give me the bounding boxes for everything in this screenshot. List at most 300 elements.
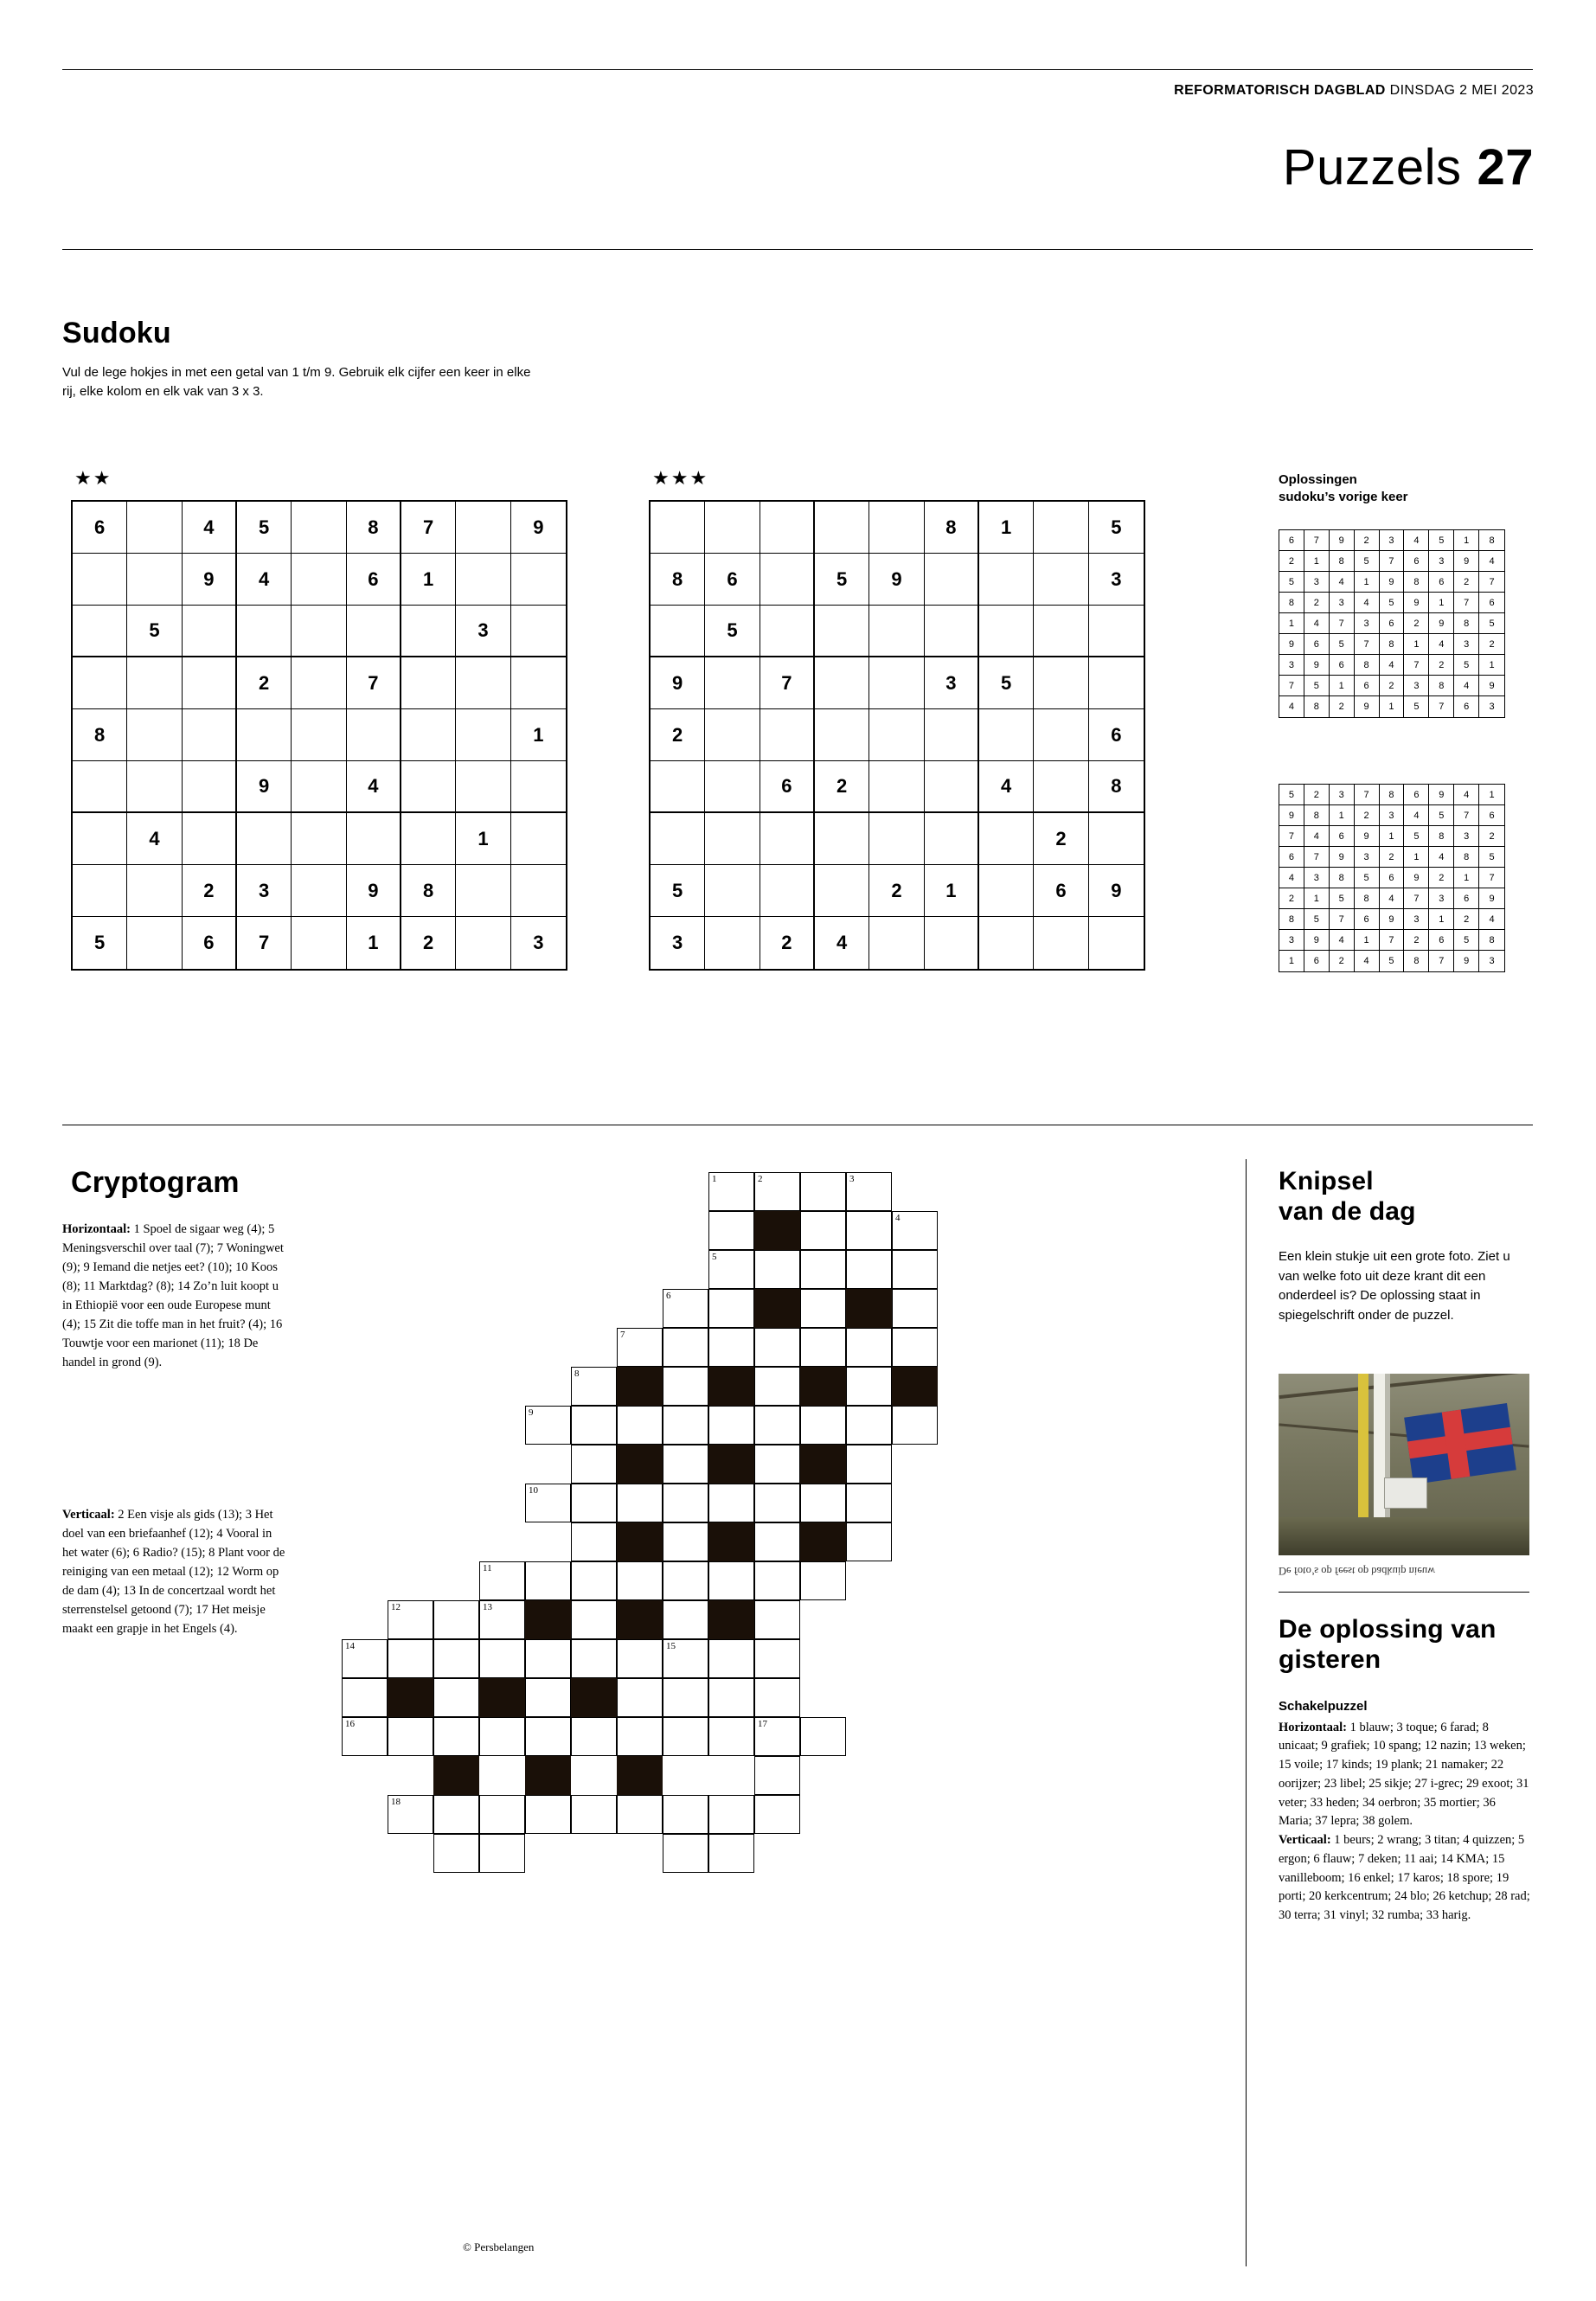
sudoku-cell[interactable]: 2 [237, 657, 292, 709]
sudoku-cell[interactable] [815, 657, 869, 709]
crossword-cell[interactable] [754, 1600, 800, 1639]
sudoku-cell[interactable] [73, 657, 127, 709]
sudoku-cell[interactable]: 5 [815, 554, 869, 606]
sudoku-cell[interactable] [979, 917, 1034, 969]
crossword-cell[interactable] [800, 1250, 846, 1289]
crossword-cell[interactable] [754, 1250, 800, 1289]
crossword-cell[interactable] [892, 1211, 938, 1250]
sudoku-cell[interactable] [925, 813, 979, 865]
sudoku-cell[interactable]: 5 [979, 657, 1034, 709]
crossword-cell[interactable] [663, 1717, 708, 1756]
crossword-cell[interactable] [708, 1795, 754, 1834]
sudoku-cell[interactable]: 1 [511, 709, 566, 761]
sudoku-cell[interactable] [869, 813, 924, 865]
sudoku-cell[interactable] [1034, 554, 1088, 606]
sudoku-cell[interactable]: 9 [1089, 865, 1144, 917]
crossword-cell[interactable] [663, 1639, 708, 1678]
crossword-cell[interactable] [433, 1600, 479, 1639]
crossword-cell-number: 3 [849, 1174, 855, 1184]
crossword-cell[interactable] [342, 1717, 388, 1756]
crossword-cell[interactable] [708, 1484, 754, 1522]
crossword-cell[interactable] [663, 1484, 708, 1522]
sudoku-cell[interactable]: 1 [347, 917, 401, 969]
sudoku-cell[interactable] [1034, 502, 1088, 554]
crossword-cell[interactable] [663, 1678, 708, 1717]
crossword-cell[interactable] [800, 1561, 846, 1600]
sudoku-grid-1[interactable] [71, 500, 567, 971]
sudoku-cell[interactable]: 1 [979, 502, 1034, 554]
solution-cell: 2 [1380, 676, 1405, 696]
sudoku-cell[interactable] [347, 606, 401, 657]
sudoku-cell[interactable] [1089, 917, 1144, 969]
crossword-cell[interactable] [571, 1522, 617, 1561]
sudoku-cell[interactable] [127, 502, 182, 554]
sudoku-cell[interactable] [127, 761, 182, 813]
sudoku-cell[interactable] [925, 917, 979, 969]
sudoku-cell[interactable]: 8 [73, 709, 127, 761]
sudoku-cell[interactable] [401, 761, 456, 813]
oplossing-horizontal [1279, 1719, 1531, 1832]
sudoku-cell[interactable] [401, 709, 456, 761]
sudoku-cell[interactable]: 4 [815, 917, 869, 969]
sudoku-cell[interactable] [347, 709, 401, 761]
crossword-cell[interactable] [708, 1561, 754, 1600]
crossword-cell[interactable] [342, 1639, 388, 1678]
sudoku-cell[interactable]: 4 [347, 761, 401, 813]
sudoku-cell[interactable]: 2 [760, 917, 815, 969]
sudoku-cell[interactable] [127, 554, 182, 606]
sudoku-cell[interactable]: 5 [127, 606, 182, 657]
crossword-cell[interactable] [754, 1328, 800, 1367]
sudoku-cell[interactable] [511, 813, 566, 865]
sudoku-cell[interactable] [705, 813, 760, 865]
crossword-cell[interactable] [663, 1834, 708, 1873]
sudoku-cell[interactable]: 3 [1089, 554, 1144, 606]
sudoku-cell[interactable] [183, 657, 237, 709]
crossword-cell[interactable] [846, 1406, 892, 1445]
sudoku-grid-2[interactable] [649, 500, 1145, 971]
sudoku-cell[interactable]: 4 [183, 502, 237, 554]
solution-cell: 5 [1330, 634, 1355, 655]
crossword-cell[interactable] [433, 1639, 479, 1678]
sudoku-cell[interactable]: 9 [237, 761, 292, 813]
crossword-cell[interactable] [571, 1445, 617, 1484]
crossword-cell[interactable] [571, 1639, 617, 1678]
sudoku-cell[interactable] [1089, 813, 1144, 865]
sudoku-cell[interactable] [401, 813, 456, 865]
sudoku-cell[interactable] [705, 917, 760, 969]
sudoku-cell[interactable]: 3 [925, 657, 979, 709]
sudoku-cell[interactable] [511, 554, 566, 606]
sudoku-cell[interactable] [651, 606, 705, 657]
crossword-cell[interactable] [433, 1795, 479, 1834]
solution-cell: 2 [1330, 696, 1355, 717]
crossword-cell[interactable] [617, 1678, 663, 1717]
sudoku-cell[interactable]: 7 [401, 502, 456, 554]
crossword-cell[interactable] [663, 1600, 708, 1639]
sudoku-cell[interactable]: 2 [183, 865, 237, 917]
sudoku-cell[interactable] [183, 761, 237, 813]
knipsel-divider [1279, 1592, 1529, 1593]
crossword-cell[interactable] [663, 1795, 708, 1834]
sudoku-cell[interactable] [456, 761, 510, 813]
sudoku-cell[interactable] [705, 657, 760, 709]
sudoku-cell[interactable] [869, 709, 924, 761]
crossword-cell[interactable] [479, 1834, 525, 1873]
crossword-cell[interactable] [892, 1406, 938, 1445]
crossword-cell[interactable] [708, 1172, 754, 1211]
sudoku-cell[interactable] [979, 813, 1034, 865]
sudoku-cell[interactable]: 9 [511, 502, 566, 554]
sudoku-cell[interactable] [456, 865, 510, 917]
crossword-cell[interactable] [571, 1561, 617, 1600]
sudoku-cell[interactable] [651, 813, 705, 865]
sudoku-cell[interactable] [1034, 657, 1088, 709]
sudoku-cell[interactable] [979, 554, 1034, 606]
crossword-cell[interactable] [479, 1600, 525, 1639]
sudoku-cell[interactable] [705, 502, 760, 554]
crossword-cell[interactable] [617, 1717, 663, 1756]
oplossing-vertical [1279, 1831, 1531, 1926]
sudoku-cell[interactable] [347, 813, 401, 865]
crossword-cell[interactable] [525, 1639, 571, 1678]
sudoku-cell[interactable] [127, 709, 182, 761]
sudoku-cell[interactable] [979, 606, 1034, 657]
sudoku-cell[interactable]: 3 [651, 917, 705, 969]
sudoku-cell[interactable] [183, 813, 237, 865]
crossword-cell[interactable] [892, 1289, 938, 1328]
crossword-cell[interactable] [892, 1250, 938, 1289]
sudoku-cell[interactable] [292, 709, 346, 761]
sudoku-cell[interactable] [237, 709, 292, 761]
crossword-cell[interactable] [754, 1795, 800, 1834]
sudoku-cell[interactable]: 6 [705, 554, 760, 606]
sudoku-cell[interactable]: 7 [760, 657, 815, 709]
crossword-cell[interactable] [800, 1211, 846, 1250]
sudoku-cell[interactable] [815, 813, 869, 865]
sudoku-cell[interactable]: 4 [237, 554, 292, 606]
sudoku-cell[interactable] [127, 865, 182, 917]
crossword-block [479, 1678, 525, 1717]
sudoku-cell[interactable] [869, 761, 924, 813]
crossword-cell[interactable] [800, 1289, 846, 1328]
solution-cell: 4 [1330, 572, 1355, 593]
crossword-cell[interactable] [846, 1250, 892, 1289]
sudoku-cell[interactable] [869, 502, 924, 554]
sudoku-cell[interactable]: 4 [127, 813, 182, 865]
crossword-cell[interactable] [708, 1406, 754, 1445]
sudoku-cell[interactable]: 2 [869, 865, 924, 917]
sudoku-cell[interactable] [292, 865, 346, 917]
crossword-cell[interactable] [388, 1795, 433, 1834]
sudoku-cell[interactable] [651, 761, 705, 813]
crossword-cell[interactable] [479, 1639, 525, 1678]
crossword-cell[interactable] [571, 1795, 617, 1834]
sudoku-cell[interactable] [73, 865, 127, 917]
sudoku-cell[interactable] [1034, 917, 1088, 969]
photo-foreground [1279, 1517, 1529, 1555]
crossword-cell[interactable] [708, 1289, 754, 1328]
sudoku-cell[interactable] [456, 554, 510, 606]
oplossing-title-line1: De oplossing van [1279, 1615, 1497, 1644]
sudoku-cell[interactable] [292, 657, 346, 709]
sudoku-cell[interactable]: 5 [73, 917, 127, 969]
sudoku-cell[interactable]: 5 [237, 502, 292, 554]
sudoku-cell[interactable] [292, 917, 346, 969]
sudoku-cell[interactable]: 4 [979, 761, 1034, 813]
sudoku-cell[interactable] [979, 865, 1034, 917]
sudoku-cell[interactable] [651, 502, 705, 554]
sudoku-cell[interactable]: 3 [533, 932, 544, 953]
crossword-cell[interactable] [754, 1639, 800, 1678]
sudoku-cell[interactable] [760, 865, 815, 917]
sudoku-cell[interactable] [292, 554, 346, 606]
sudoku-cell[interactable] [815, 865, 869, 917]
crossword-cell[interactable] [388, 1639, 433, 1678]
sudoku-cell[interactable]: 6 [347, 554, 401, 606]
crossword-cell[interactable] [479, 1717, 525, 1756]
sudoku-cell[interactable] [815, 709, 869, 761]
crossword-cell[interactable] [617, 1639, 663, 1678]
sudoku-cell[interactable] [979, 709, 1034, 761]
solution-cell: 3 [1454, 826, 1479, 847]
crossword-cell[interactable] [846, 1172, 892, 1211]
crossword-cell[interactable] [433, 1834, 479, 1873]
sudoku-cell[interactable] [456, 917, 510, 969]
solution-cell: 9 [1380, 572, 1405, 593]
sudoku-cell[interactable] [292, 761, 346, 813]
sudoku-cell[interactable] [73, 813, 127, 865]
sudoku-cell[interactable] [73, 554, 127, 606]
sudoku-cell[interactable]: 7 [237, 917, 292, 969]
crossword-cell[interactable] [754, 1717, 800, 1756]
sudoku-cell[interactable] [401, 606, 456, 657]
sudoku-cell[interactable] [511, 606, 566, 657]
sudoku-cell[interactable] [456, 502, 510, 554]
crossword-cell[interactable] [663, 1367, 708, 1406]
crossword-cell[interactable] [571, 1367, 617, 1406]
crossword-cell-number: 14 [345, 1641, 355, 1651]
crossword-cell[interactable] [663, 1328, 708, 1367]
crossword-cell[interactable] [846, 1328, 892, 1367]
sudoku-cell[interactable]: 8 [401, 865, 456, 917]
crossword-cell[interactable] [846, 1445, 892, 1484]
crossword-cell[interactable] [617, 1328, 663, 1367]
solution-grid-2 [1279, 784, 1505, 972]
crossword-cell[interactable] [708, 1678, 754, 1717]
sudoku-cell[interactable]: 1 [925, 865, 979, 917]
sudoku-cell[interactable] [456, 657, 510, 709]
sudoku-cell[interactable] [925, 709, 979, 761]
crossword-cell[interactable] [479, 1795, 525, 1834]
sudoku-cell[interactable]: 6 [1089, 709, 1144, 761]
crossword-cell[interactable] [663, 1561, 708, 1600]
sudoku-cell[interactable] [127, 657, 182, 709]
crossword-cell[interactable] [617, 1795, 663, 1834]
crossword-cell[interactable] [571, 1717, 617, 1756]
sudoku-cell[interactable] [760, 606, 815, 657]
crossword-cell[interactable] [663, 1289, 708, 1328]
crossword-block [571, 1678, 617, 1717]
sudoku-cell[interactable] [73, 606, 127, 657]
sudoku-cell[interactable] [292, 813, 346, 865]
sudoku-cell[interactable]: 6 [73, 502, 127, 554]
sudoku-cell[interactable]: 6 [183, 917, 237, 969]
sudoku-cell[interactable] [705, 761, 760, 813]
crossword-cell[interactable] [388, 1717, 433, 1756]
sudoku-cell[interactable] [815, 606, 869, 657]
sudoku-cell[interactable] [1034, 709, 1088, 761]
crossword-cell[interactable] [754, 1406, 800, 1445]
crossword-cell[interactable] [846, 1522, 892, 1561]
sudoku-cell[interactable] [511, 865, 566, 917]
sudoku-cell[interactable]: 1 [401, 554, 456, 606]
crossword-cell[interactable] [708, 1834, 754, 1873]
crossword-cell[interactable] [708, 1717, 754, 1756]
sudoku-cell[interactable]: 5 [651, 865, 705, 917]
sudoku-cell[interactable]: 3 [237, 865, 292, 917]
solutions-heading-line1: Oplossingen [1279, 472, 1357, 487]
sudoku-cell[interactable] [925, 606, 979, 657]
crossword-cell[interactable] [754, 1756, 800, 1795]
crossword-cell[interactable] [571, 1484, 617, 1522]
crossword-cell[interactable] [754, 1678, 800, 1717]
crossword-cell[interactable] [525, 1678, 571, 1717]
sudoku-cell[interactable] [401, 657, 456, 709]
sudoku-cell[interactable] [73, 761, 127, 813]
solution-cell: 4 [1330, 930, 1355, 951]
crossword-cell[interactable] [892, 1328, 938, 1367]
sudoku-cell[interactable] [705, 709, 760, 761]
crossword-cell[interactable] [617, 1406, 663, 1445]
crossword-cell[interactable] [663, 1522, 708, 1561]
crossword-cell[interactable] [433, 1717, 479, 1756]
crossword-cell[interactable] [708, 1211, 754, 1250]
crossword-cell[interactable] [800, 1172, 846, 1211]
crossword-cell[interactable] [754, 1172, 800, 1211]
crossword-cell[interactable] [663, 1445, 708, 1484]
sudoku-cell[interactable] [760, 502, 815, 554]
cryptogram-clues-horizontal [62, 1220, 285, 1372]
sudoku-cell[interactable] [237, 606, 292, 657]
sudoku-cell[interactable] [925, 554, 979, 606]
sudoku-cell[interactable]: 7 [347, 657, 401, 709]
solution-cell: 7 [1429, 696, 1454, 717]
sudoku-cell[interactable] [925, 761, 979, 813]
sudoku-cell[interactable] [1034, 761, 1088, 813]
sudoku-cell[interactable] [511, 761, 566, 813]
sudoku-cell[interactable] [869, 657, 924, 709]
sudoku-cell[interactable] [760, 554, 815, 606]
solution-cell: 9 [1479, 676, 1504, 696]
sudoku-cell[interactable]: 2 [401, 917, 456, 969]
crossword-cell[interactable] [754, 1522, 800, 1561]
crossword-cell[interactable] [571, 1600, 617, 1639]
sudoku-cell[interactable] [869, 606, 924, 657]
sudoku-cell[interactable]: 2 [815, 761, 869, 813]
crossword-cell[interactable] [800, 1328, 846, 1367]
sudoku-cell[interactable] [292, 502, 346, 554]
sudoku-cell[interactable] [760, 709, 815, 761]
crossword-cell[interactable] [479, 1561, 525, 1600]
sudoku-cell[interactable]: 1 [456, 813, 510, 865]
crossword-cell[interactable] [708, 1250, 754, 1289]
sudoku-cell[interactable]: 8 [347, 502, 401, 554]
crossword-cell[interactable] [800, 1717, 846, 1756]
sudoku-cell[interactable] [1089, 606, 1144, 657]
sudoku-cell[interactable] [760, 813, 815, 865]
sudoku-cell[interactable]: 8 [1089, 761, 1144, 813]
crossword-cell[interactable] [617, 1484, 663, 1522]
sudoku-cell[interactable] [127, 917, 182, 969]
crossword-cell[interactable] [342, 1678, 388, 1717]
crossword-cell[interactable] [800, 1484, 846, 1522]
sudoku-cell[interactable] [1034, 606, 1088, 657]
sudoku-cell[interactable] [705, 865, 760, 917]
crossword-cell[interactable] [708, 1639, 754, 1678]
sudoku-cell[interactable] [511, 657, 566, 709]
crossword-cell[interactable] [388, 1600, 433, 1639]
sudoku-cell[interactable]: 6 [760, 761, 815, 813]
solution-cell: 5 [1330, 888, 1355, 909]
crossword-cell[interactable] [754, 1561, 800, 1600]
solution-cell: 9 [1429, 613, 1454, 634]
sudoku-cell[interactable]: 5 [705, 606, 760, 657]
crossword-cell[interactable] [525, 1717, 571, 1756]
sudoku-cell[interactable] [183, 709, 237, 761]
crossword-cell[interactable] [525, 1561, 571, 1600]
solution-cell: 7 [1479, 868, 1504, 888]
sudoku-cell[interactable]: 5 [1089, 502, 1144, 554]
crossword-cell[interactable] [754, 1445, 800, 1484]
sudoku-cell[interactable]: 8 [651, 554, 705, 606]
sudoku-cell[interactable] [183, 606, 237, 657]
sudoku-cell[interactable]: 3 [456, 606, 510, 657]
crossword-cell[interactable] [754, 1367, 800, 1406]
crossword-cell[interactable] [433, 1678, 479, 1717]
crossword-cell[interactable] [525, 1406, 571, 1445]
crossword-cell[interactable] [525, 1484, 571, 1522]
crossword-cell[interactable] [571, 1406, 617, 1445]
crossword-cell[interactable] [800, 1406, 846, 1445]
sudoku-cell[interactable]: 9 [651, 657, 705, 709]
crossword-cell[interactable] [846, 1367, 892, 1406]
sudoku-cell[interactable] [1089, 657, 1144, 709]
crossword-grid[interactable] [285, 1172, 1220, 2262]
crossword-cell[interactable] [617, 1561, 663, 1600]
solution-cell: 2 [1429, 655, 1454, 676]
crossword-cell[interactable] [846, 1484, 892, 1522]
sudoku-cell[interactable] [869, 917, 924, 969]
crossword-cell[interactable] [525, 1795, 571, 1834]
sudoku-cell[interactable]: 9 [347, 865, 401, 917]
sudoku-cell[interactable] [815, 502, 869, 554]
sudoku-cell[interactable] [292, 606, 346, 657]
sudoku-cell[interactable]: 9 [183, 554, 237, 606]
sudoku-cell[interactable] [456, 709, 510, 761]
sudoku-cell[interactable]: 9 [869, 554, 924, 606]
solution-cell: 3 [1429, 551, 1454, 572]
crossword-cell[interactable] [708, 1328, 754, 1367]
sudoku-cell[interactable]: 2 [651, 709, 705, 761]
sudoku-cell[interactable] [237, 813, 292, 865]
sudoku-cell[interactable]: 6 [1034, 865, 1088, 917]
crossword-cell[interactable] [754, 1484, 800, 1522]
sudoku-cell[interactable]: 2 [1034, 813, 1088, 865]
crossword-cell[interactable] [663, 1406, 708, 1445]
sudoku-cell[interactable]: 8 [925, 502, 979, 554]
crossword-cell[interactable] [846, 1211, 892, 1250]
